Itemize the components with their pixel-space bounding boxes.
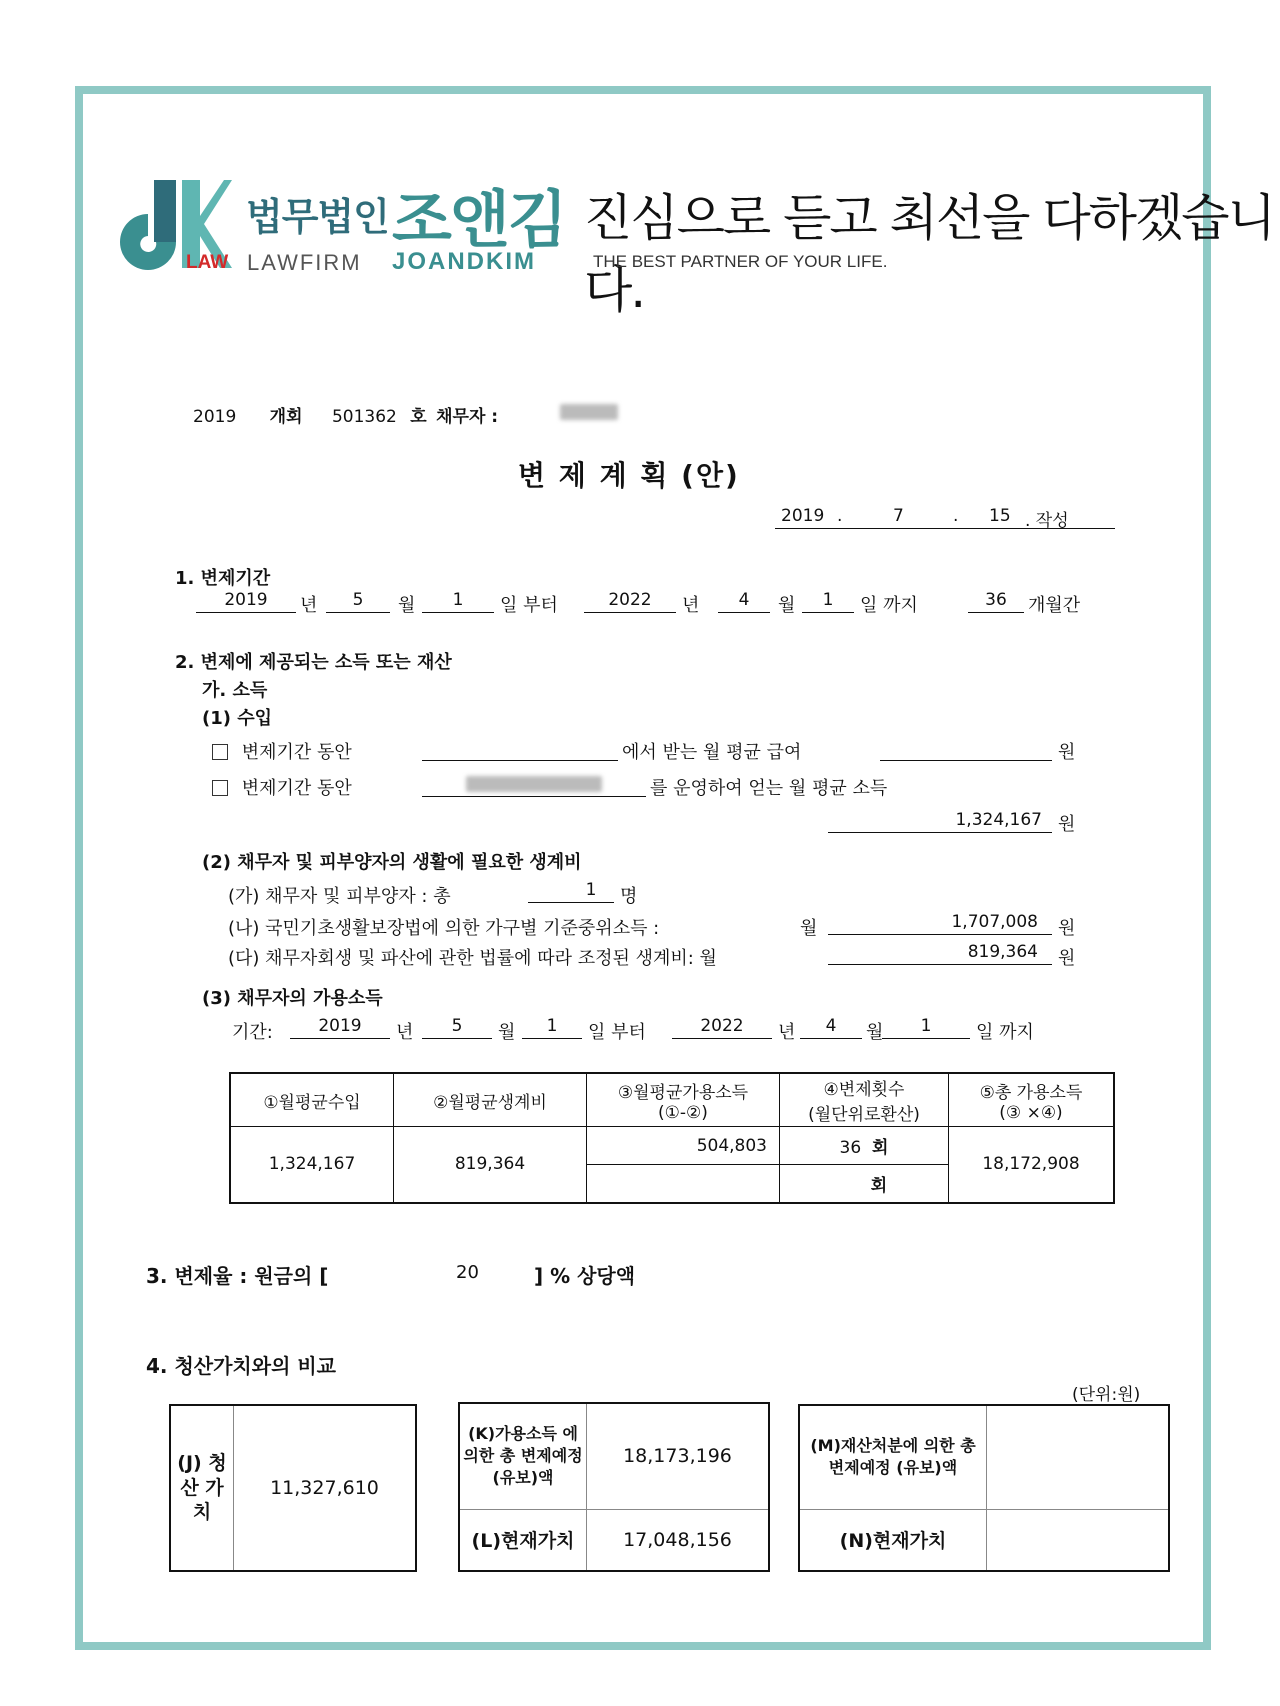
living-c-unit: 원 [1058, 948, 1076, 969]
section4-heading: 4. 청산가치와의 비교 [146, 1354, 336, 1378]
m-value [987, 1405, 1170, 1509]
col-header-4: ④변제횟수 (월단위로환산) [780, 1073, 949, 1127]
s1-month-label: 월 [398, 595, 416, 616]
available-heading: (3) 채무자의 가용소득 [202, 988, 383, 1009]
available-start-day: 1 [522, 1016, 582, 1039]
cell-living-cost: 819,364 [394, 1127, 587, 1203]
page-title: 변 제 계 획 (안) [518, 459, 740, 492]
living-a-unit: 명 [620, 886, 638, 907]
section1-heading: 1. 변제기간 [175, 568, 271, 589]
available-end-year: 2022 [672, 1016, 772, 1039]
k-label: (K)가용소득 에 의한 총 변제예정 (유보)액 [459, 1403, 587, 1509]
available-end-day: 1 [882, 1016, 970, 1039]
living-b-unit: 원 [1058, 918, 1076, 939]
j-value: 11,327,610 [234, 1405, 417, 1571]
s1-from: 일 부터 [500, 595, 558, 616]
s1-end-month-label: 월 [778, 595, 796, 616]
s1-end-year: 2022 [584, 590, 676, 613]
income-row1-checkbox[interactable] [212, 744, 228, 760]
income-row2-checkbox[interactable] [212, 780, 228, 796]
section2-sub-a: 가. 소득 [202, 680, 268, 701]
case-suffix: 호 [410, 407, 427, 427]
section2-heading: 2. 변제에 제공되는 소득 또는 재산 [175, 652, 452, 673]
income-row1: 변제기간 동안 [212, 738, 352, 764]
income-amount-unit: 원 [1058, 814, 1076, 835]
case-line [193, 402, 498, 427]
cell-available-income: 504,803 [587, 1127, 780, 1165]
cell-monthly-income: 1,324,167 [230, 1127, 394, 1203]
m-label: (M)재산처분에 의한 총 변제예정 (유보)액 [799, 1405, 987, 1509]
living-c-label: (다) 채무자회생 및 파산에 관한 법률에 따라 조정된 생계비: 월 [228, 948, 717, 969]
available-start-month: 5 [422, 1016, 492, 1039]
income-row1-amount [880, 738, 1052, 761]
available-end-month-label: 월 [866, 1022, 884, 1043]
case-type: 개회 [269, 407, 303, 427]
available-from: 일 부터 [588, 1022, 646, 1043]
col-header-3: ③월평균가용소득 (①-②) [587, 1073, 780, 1127]
debtor-name-redacted [560, 404, 618, 420]
available-end-month: 4 [800, 1016, 862, 1039]
cell-payments: 36 회 [780, 1127, 949, 1165]
income-row2-mid: 를 운영하여 얻는 월 평균 소득 [650, 778, 888, 799]
s1-start-year: 2019 [196, 590, 296, 613]
s1-to: 일 까지 [860, 595, 918, 616]
available-month-label: 월 [498, 1022, 516, 1043]
brand-en-small: LAWFIRM [247, 250, 362, 275]
income-heading: (1) 수입 [202, 708, 273, 729]
brand-name-small: 법무법인 [246, 195, 389, 239]
repayment-rate: 20 [456, 1262, 479, 1283]
written-date: 2019 . 7 . 15 . 작성 [775, 506, 1115, 529]
business-name-redacted [466, 776, 602, 792]
s1-start-month: 5 [326, 590, 390, 613]
debtor-label: 채무자 : [436, 407, 499, 427]
living-c-value: 819,364 [828, 942, 1052, 965]
unit-label: (단위:원) [1072, 1385, 1141, 1405]
s1-end-day: 1 [802, 590, 854, 613]
brand-name-big: 조앤김 [392, 183, 566, 256]
s1-year-label: 년 [300, 595, 318, 616]
available-period-label: 기간: [232, 1022, 273, 1043]
n-value [987, 1509, 1170, 1571]
section3-heading: 3. 변제율 : 원금의 [ [146, 1264, 329, 1288]
k-value: 18,173,196 [587, 1403, 770, 1509]
slogan-sub: THE BEST PARTNER OF YOUR LIFE. [593, 252, 888, 271]
living-heading: (2) 채무자 및 피부양자의 생활에 필요한 생계비 [202, 852, 582, 873]
repayment-rate-tail: ] % 상당액 [534, 1264, 636, 1288]
l-value: 17,048,156 [587, 1509, 770, 1571]
available-income-table [229, 1072, 1115, 1204]
col-header-1: ①월평균수입 [230, 1073, 394, 1127]
income-amount: 1,324,167 [828, 810, 1052, 833]
s1-months-label: 개월간 [1028, 595, 1081, 616]
s1-start-day: 1 [422, 590, 494, 613]
j-label: (J) 청산 가치 [170, 1405, 234, 1571]
living-b-label: (나) 국민기초생활보장법에 의한 가구별 기준중위소득 : [228, 918, 660, 939]
cell-total-available: 18,172,908 [949, 1127, 1115, 1203]
asset-disposal-comparison-box [798, 1404, 1170, 1572]
slogan: 진심으로 듣고 최선을 다하겠습니다. [584, 189, 1274, 319]
available-end-year-label: 년 [778, 1022, 796, 1043]
law-mark: LAW [186, 252, 229, 273]
s1-end-month: 4 [718, 590, 770, 613]
cell-payments-2: 회 [780, 1165, 949, 1203]
available-to: 일 까지 [976, 1022, 1034, 1043]
living-a-count: 1 [528, 880, 614, 903]
cell-available-income-2 [587, 1165, 780, 1203]
income-row2: 변제기간 동안 [212, 774, 352, 800]
brand-en-big: JOANDKIM [392, 248, 537, 275]
n-label: (N)현재가치 [799, 1509, 987, 1571]
col-header-2: ②월평균생계비 [394, 1073, 587, 1127]
income-row1-unit: 원 [1058, 742, 1076, 763]
living-b-month: 월 [800, 918, 818, 939]
available-start-year: 2019 [290, 1016, 390, 1039]
s1-end-year-label: 년 [682, 595, 700, 616]
living-b-value: 1,707,008 [828, 912, 1052, 935]
col-header-5: ⑤총 가용소득 (③ ×④) [949, 1073, 1115, 1127]
l-label: (L)현재가치 [459, 1509, 587, 1571]
s1-months: 36 [968, 590, 1024, 613]
case-year: 2019 [193, 407, 237, 427]
living-a-label: (가) 채무자 및 피부양자 : 총 [228, 886, 451, 907]
case-number: 501362 [331, 407, 397, 427]
income-row1-mid: 에서 받는 월 평균 급여 [622, 742, 802, 763]
available-income-comparison-box [458, 1402, 770, 1572]
available-year-label: 년 [396, 1022, 414, 1043]
income-row1-employer [422, 738, 618, 761]
liquidation-value-box [169, 1404, 417, 1572]
